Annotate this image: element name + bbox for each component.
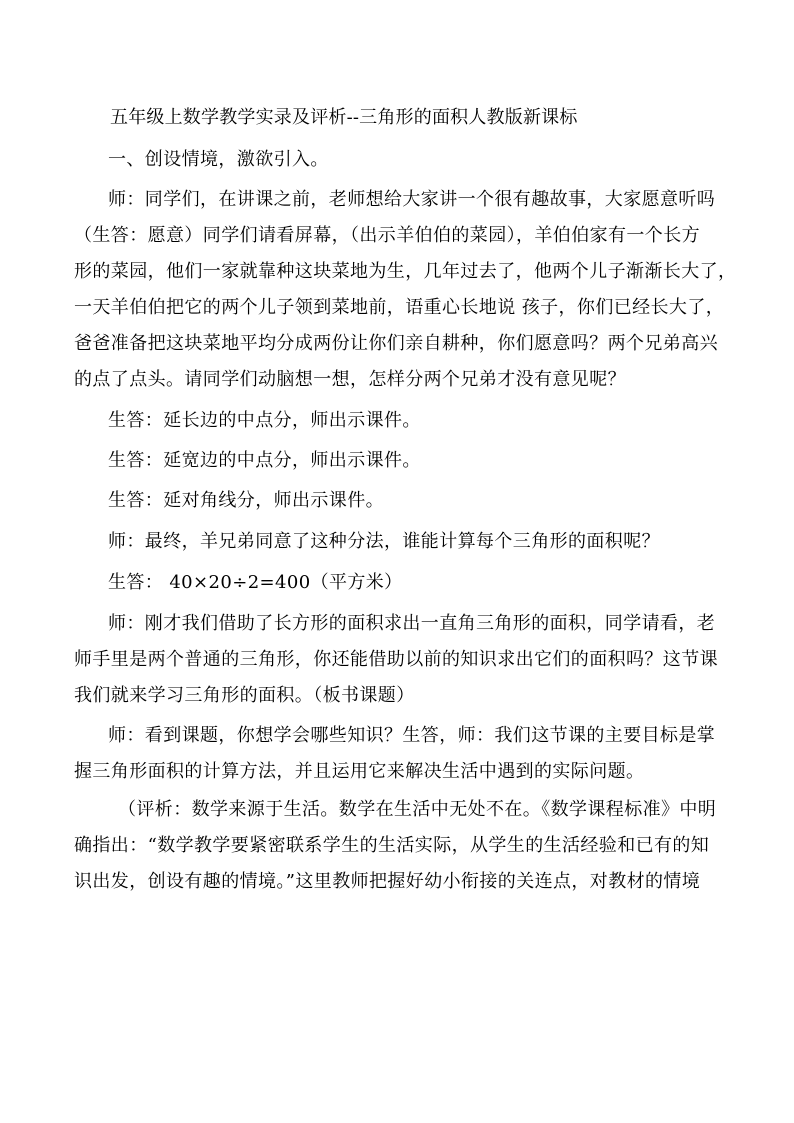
document-page [74,0,737,1123]
paragraph-line: 的点了点头。请同学们动脑想一想，怎样分两个兄弟才没有意见呢？ [74,369,626,390]
document-title: 五年级上数学教学实录及评析--三角形的面积人教版新课标 [110,107,578,128]
paragraph-line: 生答：延对角线分，师出示课件。 [108,490,384,511]
paragraph-line: （评析：数学来源于生活。数学在生活中无处不在。《数学课程标准》中明 [118,799,717,820]
paragraph-line: （生答：愿意）同学们请看屏幕，（出示羊伯伯的菜园），羊伯伯家有一个长方 [74,225,700,246]
paragraph-line: 一天羊伯伯把它的两个儿子领到菜地前，语重心长地说 孩子，你们已经长大了， [74,297,725,318]
paragraph-line: 生答： 40×20÷2=400（平方米） [108,572,403,593]
paragraph-line: 我们就来学习三角形的面积。（板书课题） [74,685,415,706]
section-heading: 一、创设情境，激欲引入。 [108,149,329,170]
paragraph-line: 握三角形面积的计算方法，并且运用它来解决生活中遇到的实际问题。 [74,761,645,782]
paragraph-line: 师：同学们，在讲课之前，老师想给大家讲一个很有趣故事，大家愿意听吗 [108,189,716,210]
paragraph-line: 师手里是两个普通的三角形，你还能借助以前的知识求出它们的面积吗？这节课 [74,649,718,670]
paragraph-line: 生答：延宽边的中点分，师出示课件。 [108,450,421,471]
paragraph-line: 师：最终，羊兄弟同意了这种分法，谁能计算每个三角形的面积呢？ [108,531,660,552]
paragraph-line: 师：刚才我们借助了长方形的面积求出一直角三角形的面积，同学请看，老 [108,613,716,634]
paragraph-line: 爸爸准备把这块菜地平均分成两份让你们亲自耕种，你们愿意吗？两个兄弟高兴 [74,333,718,354]
paragraph-line: 形的菜园，他们一家就靠种这块菜地为生，几年过去了，他两个儿子渐渐长大了， [74,261,737,282]
paragraph-line: 确指出：“数学教学要紧密联系学生的生活实际，从学生的生活经验和已有的知 [74,835,710,856]
paragraph-line: 师：看到课题，你想学会哪些知识？生答，师：我们这节课的主要目标是掌 [108,725,716,746]
paragraph-line: 生答：延长边的中点分，师出示课件。 [108,410,421,431]
paragraph-line: 识出发，创设有趣的情境。”这里教师把握好幼小衔接的关连点，对教材的情境 [74,871,701,892]
